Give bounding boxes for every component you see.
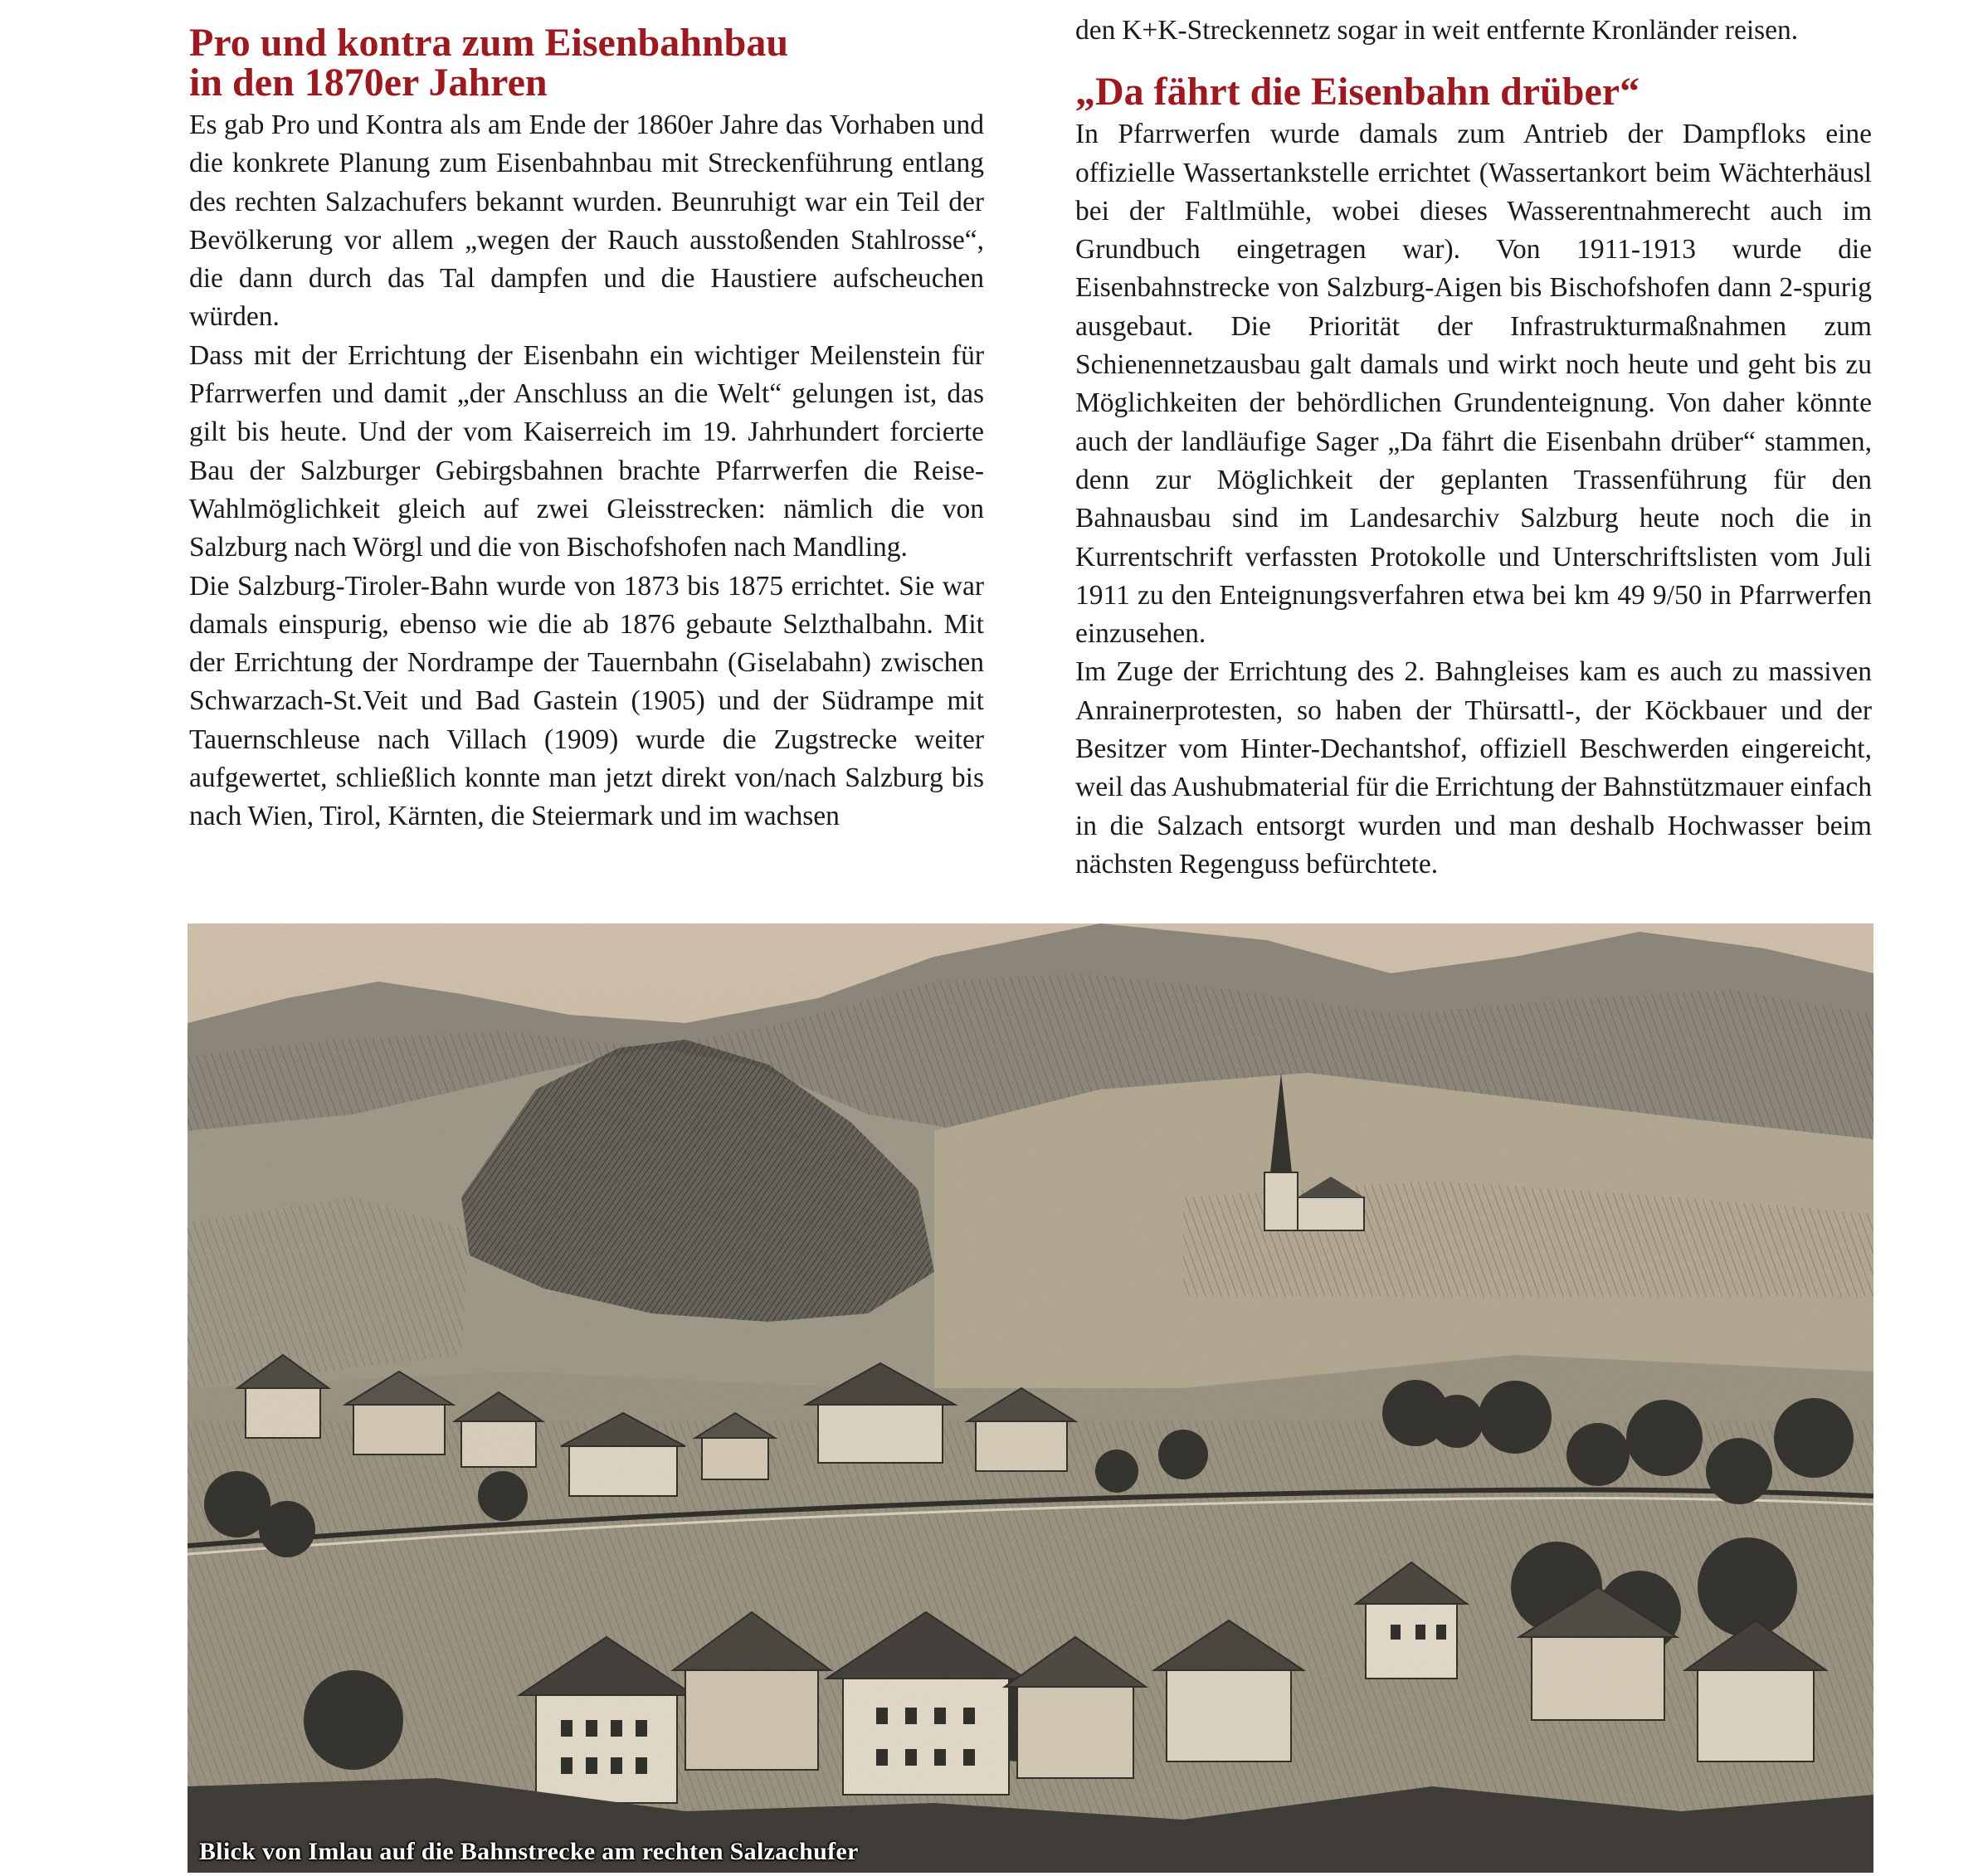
paragraph-continuation: den K+K-Streckennetz sogar in weit entfernte Kronländer reisen. — [1075, 15, 1799, 46]
left-body — [189, 106, 984, 836]
paragraph: Es gab Pro und Kontra als am Ende der 1860er Jahre das Vorhaben und die konkrete Planung zum Eisenbahnbau mit Streckenführung entlang des rechten Salzachufers bekannt wurden. Beunruhigt war ein Teil der Bevölkerung vor allem „wegen der Rauch ausstoßenden Stahlrosse“, die dann durch das Tal dampfen und die Haustiere aufscheuchen würden. — [189, 110, 984, 333]
paragraph: Die Salzburg-Tiroler-Bahn wurde von 1873 bis 1875 errichtet. Sie war damals einspurig, ebenso wie die ab 1876 gebaute Selzthalbahn. Mit der Errichtung der Nordrampe der Tauernbahn (Giselabahn) zwischen Schwarzach-St.Veit und Bad Gastein (1905) und der Südrampe mit Tauernschleuse nach Villach (1909) wurde die Zugstrecke weiter aufgewertet, schließlich konnte man jetzt direkt von/nach Salzburg bis nach Wien, Tirol, Kärnten, die Steiermark und im wachsen — [189, 570, 984, 832]
valley-photo-illustration — [188, 923, 1873, 1873]
photo-caption: Blick von Imlau auf die Bahnstrecke am rechten Salzachufer — [199, 1838, 859, 1865]
paragraph: Dass mit der Errichtung der Eisenbahn ein wichtiger Meilenstein für Pfarrwerfen und damit „der Anschluss an die Welt“ gelungen ist, das gilt bis heute. Und der vom Kaiserreich im 19. Jahrhundert forcierte Bau der Salzburger Gebirgsbahnen brachte Pfarrwerfen die Reise-Wahlmöglichkeit gleich auf zwei Gleisstrecken: nämlich die von Salzburg nach Wörgl und die von Bischofshofen nach Mandling. — [189, 339, 984, 563]
paragraph: In Pfarrwerfen wurde damals zum Antrieb der Dampfloks eine offizielle Wassertankstelle errichtet (Wassertankort beim Wächterhäusl bei der Faltlmühle, wobei dieses Wasserentnahmerecht auch im Grundbuch eingetragen war). Von 1911-1913 wurde die Eisenbahnstrecke von Salzburg-Aigen bis Bischofshofen dann 2-spurig ausgebaut. Die Priorität der Infrastrukturmaßnahmen zum Schienennetzausbau galt damals und wirkt noch heute und geht bis zu Möglichkeiten der behördlichen Grundenteignung. Von daher könnte auch der landläufige Sager „Da fährt die Eisenbahn drüber“ stammen, denn zur Möglichkeit der geplanten Trassenführung für den Bahnausbau sind im Landesarchiv Salzburg heute noch die in Kurrentschrift verfassten Protokolle und Unterschriftslisten vom Juli 1911 zu den Enteignungsverfahren etwa bei km 49 9/50 in Pfarrwerfen einzusehen. — [1075, 119, 1872, 650]
heading-line-2: in den 1870er Jahren — [189, 61, 548, 105]
right-body — [1075, 115, 1872, 884]
article-heading-right: „Da fährt die Eisenbahn drüber“ — [1075, 70, 1640, 115]
article-heading-left — [189, 23, 984, 103]
right-column — [1075, 0, 1872, 884]
historic-photo — [188, 923, 1873, 1873]
heading-line-1: Pro und kontra zum Eisenbahnbau — [189, 21, 789, 65]
left-column — [189, 0, 984, 836]
paragraph: Im Zuge der Errichtung des 2. Bahngleises kam es auch zu massiven Anrainerprotesten, so haben der Thürsattl-, der Köckbauer und der Besitzer vom Hinter-Dechantshof, offiziell Beschwerden eingereicht, weil das Aushubmaterial für die Errichtung der Bahnstützmauer einfach in die Salzach entsorgt wurden und man deshalb Hochwasser beim nächsten Regenguss befürchtete. — [1075, 656, 1872, 880]
